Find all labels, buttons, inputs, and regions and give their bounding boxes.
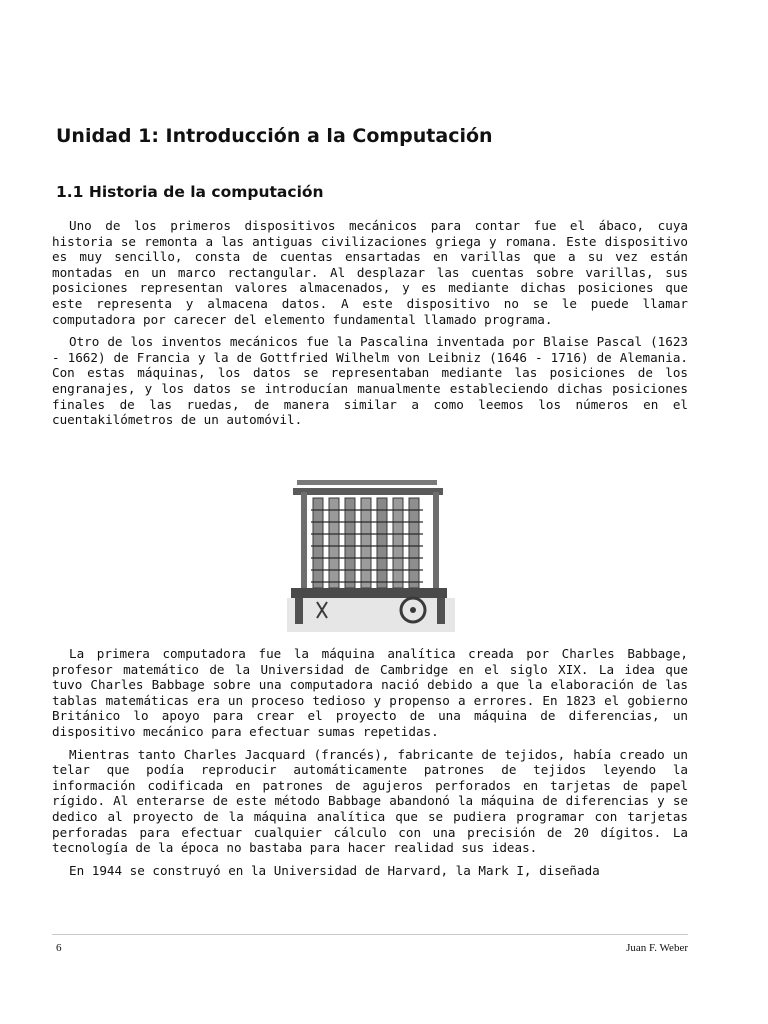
- body-text-after-figure: [52, 646, 688, 885]
- paragraph-babbage: La primera computadora fue la máquina analítica creada por Charles Babbage, profesor matemático de la Universidad de Cambridge en el siglo XIX. La idea que tuvo Charles Babbage sobre una computadora nació debido a que la elaboración de las tablas matemáticas era un proceso tedioso y propenso a errores. En 1823 el gobierno Británico lo apoyo para crear el proyecto de una máquina de diferencias, un dispositivo mecánico para efectuar sumas repetidas.: [52, 646, 688, 739]
- paragraph-jacquard: Mientras tanto Charles Jacquard (francés), fabricante de tejidos, había creado un telar que podía reproducir automáticamente patrones de tejidos leyendo la información codificada en patrones de agujeros perforados en tarjetas de papel rígido. Al enterarse de este método Babbage abandonó la máquina de diferencias y se dedico al proyecto de la máquina analítica que se pudiera programar con tarjetas perforadas para efectuar cualquier cálculo con una precisión de 20 dígitos. La tecnología de la época no bastaba para hacer realidad sus ideas.: [52, 746, 688, 856]
- footer-author: Juan F. Weber: [626, 942, 688, 954]
- paragraph-abaco: Uno de los primeros dispositivos mecánicos para contar fue el ábaco, cuya historia se remonta a las antiguas civilizaciones griega y romana. Este dispositivo es muy sencillo, consta de cuentas ensartadas en varillas que a su vez están montadas en un marco rectangular. Al desplazar las cuentas sobre varillas, sus posiciones representan valores almacenados, y es mediante dichas posiciones que este representa y almacena datos. A este dispositivo no se le puede llamar computadora por carecer del elemento fundamental llamado programa.: [52, 218, 688, 327]
- chapter-title: Unidad 1: Introducción a la Computación: [56, 125, 493, 147]
- footer-divider: [52, 934, 688, 935]
- page-number: 6: [56, 942, 62, 954]
- paragraph-mark-i: En 1944 se construyó en la Universidad de Harvard, la Mark I, diseñada: [69, 862, 600, 878]
- body-text-before-figure: [52, 218, 688, 435]
- difference-engine-photo: [287, 470, 455, 632]
- paragraph-pascalina: Otro de los inventos mecánicos fue la Pascalina inventada por Blaise Pascal (1623 - 1662) de Francia y la de Gottfried Wilhelm von Leibniz (1646 - 1716) de Alemania. Con estas máquinas, los datos se representaban mediante las posiciones de los engranajes, y los datos se introducían manualmente estableciendo dichas posiciones finales de las ruedas, de manera similar a como leemos los números en el cuentakilómetros de un automóvil.: [52, 334, 688, 428]
- section-title: 1.1 Historia de la computación: [56, 183, 324, 201]
